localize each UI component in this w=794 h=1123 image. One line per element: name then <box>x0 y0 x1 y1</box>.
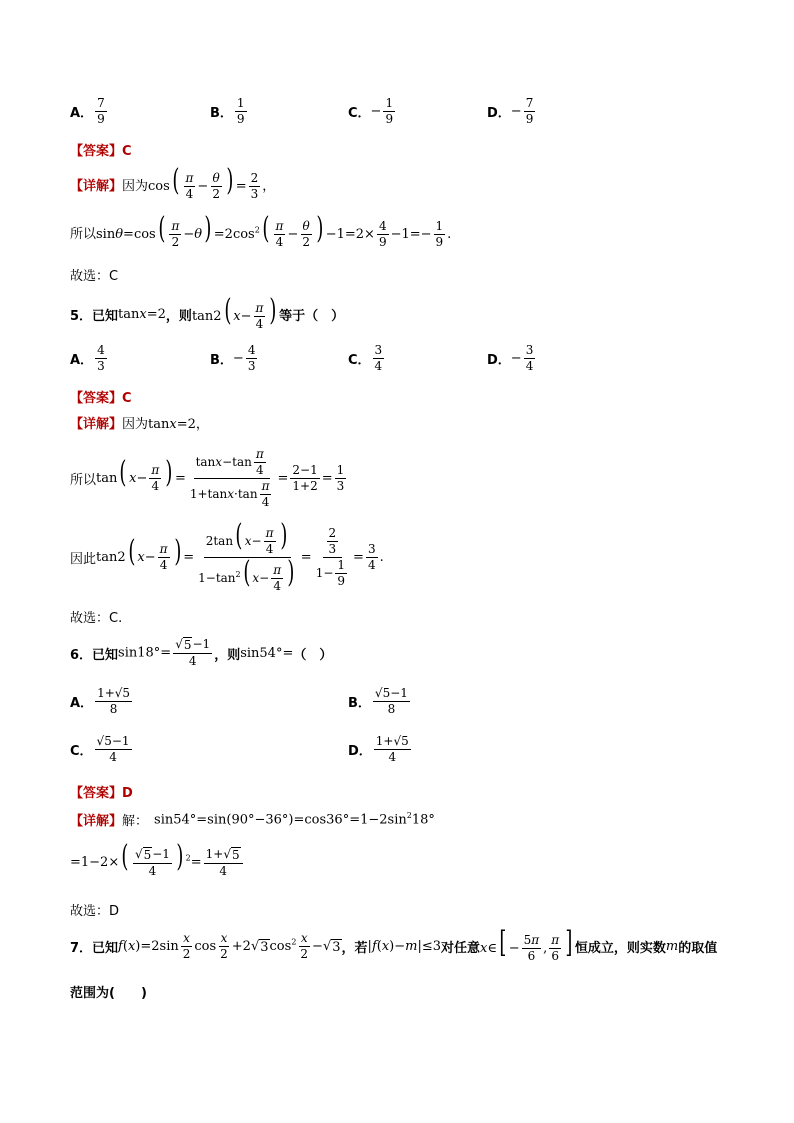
q5-detail-line1 <box>70 413 209 432</box>
denominator: 4 <box>374 359 383 373</box>
option-fraction <box>373 343 385 374</box>
math: tan2( x− $\frac{\pi}{4}$ ) = 2tan( x− $\frac{\pi}{4}$ ) $1-\tan^2$( x− $\frac{\pi}{4}$ ) = $\frac{2}{3}$ 1− $\frac{1}{9}$ = $\frac{3}{4}$ . <box>96 518 384 593</box>
line-prefix: 所以 <box>70 226 97 242</box>
q5-conclusion <box>70 607 122 626</box>
q6-option-b <box>348 686 412 717</box>
question-prefix: 6．已知 <box>70 647 119 663</box>
q5-option-a <box>70 343 109 374</box>
question-line2-text: 范围为( ) <box>70 986 147 1001</box>
math: tan2( x− $\frac{\pi}{4}$ ) <box>191 293 277 331</box>
q7-question-line2 <box>70 982 147 1001</box>
option-fraction <box>524 96 536 127</box>
question-suffix: （ ） <box>293 647 333 663</box>
denominator: 9 <box>236 112 245 126</box>
option-fraction <box>374 734 411 765</box>
q4-detail-line2 <box>70 211 452 250</box>
detail-tag: 【详解】 <box>70 417 123 432</box>
numerator: 3 <box>374 343 383 357</box>
math: x∈[ − $\frac{5\pi}{6}$ , $\frac{\pi}{6}$ ] <box>480 925 573 963</box>
question-prefix: 7．已知 <box>70 940 119 956</box>
math: tan( x− $\frac{\pi}{4}$ ) = tanx−tan $\frac{\pi}{4}$ 1+tanx·tan $\frac{\pi}{4}$ = $\frac{2-1}{1+2}$ = $\frac{1}{3}$ <box>96 447 345 509</box>
q4-option-a <box>70 96 109 127</box>
math: sin18°= √ 5 −1 4 <box>118 637 211 668</box>
q4-option-b <box>210 96 249 127</box>
question-prefix: 5．已知 <box>70 308 119 324</box>
option-fraction <box>95 96 107 127</box>
line-prefix: 所以 <box>70 473 97 488</box>
detail-text: 解： <box>122 814 149 829</box>
denominator: 3 <box>247 359 256 373</box>
option-sign: − <box>232 351 244 366</box>
q6-option-d <box>348 734 413 765</box>
detail-text: 因为 <box>122 417 149 432</box>
q5-option-b <box>210 343 259 374</box>
q6-option-a <box>70 686 134 717</box>
denominator: 4 <box>525 359 534 373</box>
denominator: 9 <box>97 112 105 126</box>
q4-option-c <box>348 96 397 127</box>
option-sign: − <box>370 104 382 119</box>
numerator: 4 <box>247 343 256 357</box>
question-text1: 对任意 <box>441 940 481 956</box>
option-label: C． <box>348 353 371 368</box>
line-prefix: 因此 <box>70 552 97 567</box>
detail-tag: 【详解】 <box>70 814 123 829</box>
q5-answer: 【答案】C <box>70 391 132 406</box>
q7-question <box>70 925 718 964</box>
option-label: B． <box>210 353 233 368</box>
denominator: 4 <box>388 750 397 764</box>
numerator: 7 <box>97 96 105 110</box>
q4-conclusion <box>70 265 118 284</box>
q5-detail-line3 <box>70 518 384 594</box>
question-middle: ，则 <box>165 308 192 324</box>
option-label: D． <box>348 744 372 759</box>
q6-conclusion <box>70 900 119 919</box>
question-text2: 恒成立，则实数 <box>574 940 666 956</box>
option-fraction <box>95 734 132 765</box>
q6-option-c <box>70 734 134 765</box>
denominator: 8 <box>109 702 118 716</box>
q4-detail-line1 <box>70 163 276 202</box>
denominator: 9 <box>385 112 394 126</box>
q4-option-d <box>487 96 537 127</box>
q4-answer: 【答案】C <box>70 144 132 159</box>
numerator: 1+√5 <box>97 686 131 700</box>
math: m <box>665 938 679 954</box>
numerator: 7 <box>525 96 534 110</box>
q5-option-d <box>487 343 537 374</box>
numerator: 1 <box>236 96 245 110</box>
numerator: 3 <box>525 343 534 357</box>
math: sinθ=cos( $\frac{\pi}{2}$ $-\theta) =2\cos^2$( $\frac{\pi}{4}$ − $\frac{\theta}{2}$ ) −1=2× $\frac{4}{9}$ −1=− $\frac{1}{9}$ . <box>96 211 452 249</box>
option-label: A． <box>70 106 94 121</box>
denominator: 4 <box>109 750 117 764</box>
question-middle: ，则 <box>214 647 241 663</box>
option-fraction <box>246 343 258 374</box>
option-fraction <box>524 343 536 374</box>
math: |f(x)−m|≤3 <box>367 938 442 954</box>
option-label: B． <box>210 106 233 121</box>
q6-detail-line1 <box>70 810 435 829</box>
math: cos( $\frac{\pi}{4}$ − $\frac{\theta}{2}$ ) = $\frac{2}{3}$ ， <box>148 163 276 201</box>
q6-question <box>70 637 332 669</box>
denominator: 9 <box>525 112 534 126</box>
math: tanx=2， <box>148 417 209 432</box>
numerator: 1+√5 <box>375 734 409 748</box>
math: sin54°= <box>240 645 294 661</box>
option-sign: − <box>510 351 522 366</box>
numerator: 4 <box>97 343 105 357</box>
option-label: A． <box>70 696 94 711</box>
numerator: 1 <box>385 96 394 110</box>
q6-answer: 【答案】D <box>70 786 133 801</box>
denominator: 3 <box>97 359 105 373</box>
option-label: A． <box>70 353 94 368</box>
question-middle: ，若 <box>341 940 368 956</box>
option-label: D． <box>487 353 511 368</box>
conclusion-text: 故选：C. <box>70 611 123 626</box>
question-text3: 的取值 <box>678 940 718 956</box>
q5-option-c <box>348 343 386 374</box>
q5-question <box>70 293 345 332</box>
option-fraction <box>373 686 410 717</box>
option-label: C． <box>348 106 371 121</box>
conclusion-text: 故选：D <box>70 904 120 919</box>
option-fraction <box>95 686 132 717</box>
detail-tag: 【详解】 <box>70 178 123 194</box>
math: f(x)=2sin $\frac{x}{2}$ cos $\frac{x}{2}$ +2√ 3 $\cos^2$ $\frac{x}{2}$ −√ 3 <box>118 930 341 961</box>
option-label: C． <box>70 744 93 759</box>
conclusion-text: 故选：C <box>70 269 119 284</box>
math: =1−2×( √ 5 −1 4 ) $^2$= 1+√ 5 4 <box>70 842 245 879</box>
option-label: D． <box>487 106 511 121</box>
option-label: B． <box>348 696 371 711</box>
denominator: 8 <box>387 702 396 716</box>
question-suffix: 等于（ ） <box>279 308 345 324</box>
math: $\sin 54^\circ=\sin(90^\circ-36^\circ)=\cos 36^\circ=1-2\sin^218^\circ$ <box>154 811 435 828</box>
numerator: √5−1 <box>96 734 130 748</box>
option-sign: − <box>510 104 522 119</box>
option-fraction <box>95 343 107 374</box>
q6-detail-line2 <box>70 839 245 879</box>
option-fraction <box>235 96 247 127</box>
detail-text: 因为 <box>122 178 149 194</box>
numerator: √5−1 <box>374 686 408 700</box>
math: tanx=2 <box>118 306 166 322</box>
option-fraction <box>383 96 395 127</box>
q5-detail-line2 <box>70 447 348 510</box>
